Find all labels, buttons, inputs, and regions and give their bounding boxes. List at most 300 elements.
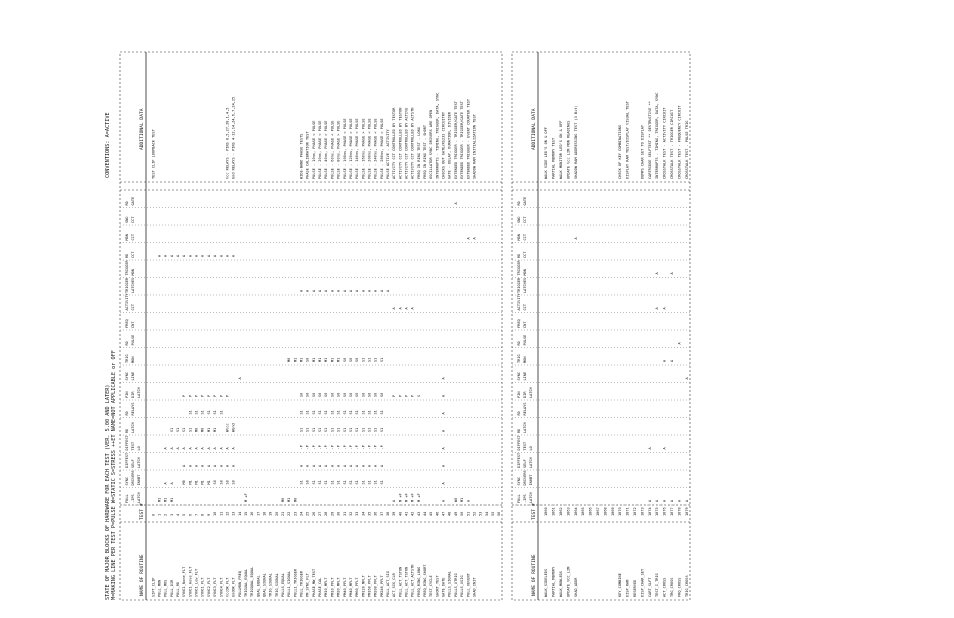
hardware-column-header: LATCHES	[131, 277, 135, 293]
hardware-state-mark: A	[336, 289, 341, 292]
hardware-state-mark: -P	[342, 445, 347, 450]
hardware-state-mark: A	[441, 412, 446, 415]
hardware-state-mark: A	[441, 447, 446, 450]
additional-data: CROSSTALK TEST - TRIGGER CIRCUIT	[669, 109, 674, 179]
test-number: 41	[404, 511, 409, 516]
hardware-state-mark: M0	[293, 497, 298, 502]
hardware-state-mark: A	[662, 499, 667, 502]
routine-name: PULL_ACT_TSTON	[404, 566, 409, 597]
hardware-state-mark: S1	[213, 410, 218, 415]
hardware-state-mark: A	[206, 464, 211, 467]
hardware-state-mark: S1	[324, 480, 329, 485]
hardware-state-mark: A	[163, 447, 168, 450]
test-number: 19	[268, 511, 273, 516]
test-number: 1861	[551, 507, 556, 516]
hardware-state-mark: M0	[200, 427, 205, 432]
hardware-state-mark: A	[392, 307, 397, 310]
hardware-column-header: DIFFEST	[517, 452, 521, 468]
hardware-state-mark: M1	[460, 497, 465, 502]
routine-name: FREQ_RING_LONG	[416, 566, 421, 597]
hardware-state-mark: A	[169, 482, 174, 485]
hardware-state-mark: S0	[219, 480, 224, 485]
additional-data: CARTRIDGE SELFTEST ** DESTRUCTIVE **	[647, 101, 652, 179]
hardware-state-mark: S0	[355, 357, 360, 362]
hardware-state-mark: M1	[318, 357, 323, 362]
routine-name: PM10_MFLT	[324, 577, 329, 597]
routine-name: SHAD_ADDR	[573, 577, 578, 597]
hardware-state-mark: A	[367, 464, 372, 467]
routine-name: VccOK_FLT	[225, 577, 230, 597]
hardware-state-mark: A	[182, 464, 187, 467]
hardware-column-header: RD	[517, 253, 521, 258]
routine-name: PULL_TRIGGER	[299, 571, 304, 597]
hardware-column-header: TRIGGER	[125, 277, 129, 293]
test-number: 27	[318, 511, 323, 516]
hardware-state-mark: A	[410, 307, 415, 310]
hardware-state-mark: S0	[231, 480, 236, 485]
routine-name: SYNC1_Low_FLT	[194, 568, 199, 597]
routine-name: PULL_RD	[176, 581, 181, 597]
hardware-state-mark: M1	[299, 357, 304, 362]
hardware-state-mark: A	[213, 447, 218, 450]
hardware-state-mark: S0	[373, 392, 378, 397]
hardware-column-header: RD	[517, 411, 521, 416]
hardware-state-mark: S1	[169, 427, 174, 432]
hardware-column-header: DIR	[523, 391, 527, 398]
hardware-column-header: MON	[517, 234, 521, 241]
hardware-state-mark: S0	[311, 392, 316, 397]
column-header-additional: ADDITIONAL DATA	[532, 108, 537, 150]
additional-data: WALK SIDE LED'S ON & OFF	[544, 127, 549, 179]
hardware-state-mark: A	[684, 377, 689, 380]
hardware-state-mark: A	[176, 447, 181, 450]
test-number: 16	[250, 511, 255, 516]
hardware-column-header: -IPS	[131, 494, 135, 503]
hardware-state-mark: S0	[318, 392, 323, 397]
additional-data: INTERRUPTS - TIMING, TRIGGER, DATA, SYNC	[435, 92, 440, 179]
hardware-state-mark: A	[219, 254, 224, 257]
hardware-state-mark: M1	[213, 427, 218, 432]
hardware-column-header: LATCH	[137, 387, 141, 398]
hardware-state-mark: S1	[348, 410, 353, 415]
hardware-state-mark: P	[404, 394, 409, 397]
test-number: 53	[478, 511, 483, 516]
hardware-state-mark: A	[379, 464, 384, 467]
hardware-state-mark: S1	[176, 427, 181, 432]
additional-data: CHECK OF KEY COMBINATIONS	[618, 124, 623, 179]
hardware-state-mark: S1	[336, 410, 341, 415]
hardware-state-mark: M1	[206, 427, 211, 432]
hardware-state-mark: P	[194, 394, 199, 397]
hardware-state-mark: S0	[305, 392, 310, 397]
additional-data: ACTIVITY CCT CONTROLLED BY TESTOR	[392, 107, 397, 179]
test-number: 1876	[662, 507, 667, 516]
hardware-column-header: CNT	[131, 321, 135, 328]
hardware-column-header: LO	[137, 446, 141, 451]
hardware-state-mark: A	[404, 307, 409, 310]
hardware-column-header: INHBT	[137, 474, 141, 486]
hardware-state-mark: -P	[305, 445, 310, 450]
hardware-state-mark: A	[367, 289, 372, 292]
additional-data: EXTENDED TRIGGER - TRIGGER/GATE TEST	[453, 101, 458, 179]
hardware-column-header: TRIGGER	[517, 260, 521, 276]
test-number: 28	[324, 511, 329, 516]
hardware-state-mark: S1	[305, 410, 310, 415]
test-number: 22	[287, 511, 292, 516]
hardware-state-mark: S1	[361, 480, 366, 485]
hardware-state-mark: S1	[361, 357, 366, 362]
hardware-state-mark: A	[188, 464, 193, 467]
hardware-column-header: CCT	[131, 251, 135, 258]
test-number: 24	[299, 511, 304, 516]
routine-name: TRIG_SIGNAL	[268, 573, 273, 597]
hardware-column-header: TRIGGER	[517, 277, 521, 293]
hardware-column-header: GATE	[131, 196, 135, 206]
routine-name: PM120_MFLT	[361, 575, 366, 597]
hardware-state-mark: M1	[330, 357, 335, 362]
test-number: 1878	[677, 507, 682, 516]
hardware-column-header: DRIVERS	[131, 470, 135, 486]
test-number: 23	[293, 511, 298, 516]
hardware-state-mark: A	[225, 447, 230, 450]
additional-data: DISPLAY RAM TEST/DISPLAY VISUAL TEST	[625, 101, 630, 179]
additional-data: WALK MONITOR LED'S ON & OFF	[558, 120, 563, 179]
routine-name: PULLS_XTRIG	[453, 573, 458, 597]
test-number: 1865	[581, 507, 586, 516]
test-number: 21	[281, 511, 286, 516]
test-number: 1875	[655, 507, 660, 516]
hardware-column-header: SYNC	[517, 476, 521, 486]
test-number: 6	[188, 513, 193, 516]
hardware-column-header: FULL	[125, 494, 129, 503]
hardware-column-header: RD	[517, 428, 521, 433]
test-number: 52	[472, 511, 477, 516]
routine-name: PM40_PFLT	[342, 577, 347, 597]
test-number: 1873	[640, 507, 645, 516]
routine-name: SYNC1_FLT	[200, 577, 205, 597]
test-number: 14	[237, 511, 242, 516]
hardware-column-header: CCT	[523, 304, 527, 311]
hardware-state-mark: A	[361, 289, 366, 292]
routine-name: PM240_PFLT	[379, 575, 384, 597]
routine-name: TRIG_SIGNAL	[274, 573, 279, 597]
hardware-state-mark: M +F	[243, 493, 248, 502]
page-title: STATE OF MAJOR BLOCKS OF HARDWARE FOR EACH TEST (VER. 5.00 AND LATER)	[105, 384, 111, 600]
test-number: 39	[392, 511, 397, 516]
routine-name: PM200_PFLT	[373, 575, 378, 597]
hardware-column-header: LATCH	[529, 457, 533, 468]
hardware-column-header: CNT	[523, 321, 527, 328]
hardware-state-mark: S1	[311, 480, 316, 485]
hardware-state-mark: A	[231, 447, 236, 450]
hardware-column-header: FULL	[517, 494, 521, 503]
hardware-state-mark: A	[219, 464, 224, 467]
additional-data: PULSE - 60ns, PHASE < PULSE	[330, 120, 335, 179]
hardware-column-header: SND	[517, 216, 521, 223]
hardware-state-mark: A	[188, 254, 193, 257]
hardware-state-mark: P	[410, 394, 415, 397]
hardware-state-mark: S1	[342, 480, 347, 485]
hardware-column-header: LATCH	[137, 457, 141, 468]
test-number: 54	[484, 511, 489, 516]
hardware-state-mark: S1	[379, 410, 384, 415]
hardware-state-mark: M1	[311, 357, 316, 362]
hardware-state-mark: M0	[281, 497, 286, 502]
hardware-state-mark: S1	[348, 480, 353, 485]
hardware-state-mark: P	[213, 394, 218, 397]
column-header-name: NAME OF ROUTINE	[140, 554, 145, 596]
hardware-state-mark: A	[194, 254, 199, 257]
hardware-column-header: RELAYS	[131, 402, 135, 416]
hardware-state-mark: S1	[311, 410, 316, 415]
hardware-state-mark: A	[677, 342, 682, 345]
hardware-state-mark: M +F	[404, 493, 409, 502]
hardware-state-mark: A	[466, 237, 471, 240]
routine-name: PHASE_MW_TEST	[311, 568, 316, 597]
hardware-state-mark: -P	[311, 445, 316, 450]
hardware-state-mark: A	[472, 237, 477, 240]
routine-name: PHASE_CAL	[318, 577, 323, 597]
routine-name: PM160_PFLT	[367, 575, 372, 597]
test-number: 51	[466, 511, 471, 516]
additional-data: PULSE - 120ns, PHASE > PULSE	[348, 118, 353, 179]
hardware-state-mark: A	[194, 464, 199, 467]
hardware-state-mark: A	[311, 464, 316, 467]
routine-name: PM40_MFLT	[348, 577, 353, 597]
hardware-state-mark: S1	[336, 480, 341, 485]
hardware-state-mark: A	[200, 447, 205, 450]
hardware-state-mark: S1	[299, 410, 304, 415]
additional-data: CROSSTALK TEST - ACTIVITY CIRCUIT	[662, 107, 667, 179]
hardware-column-header: DRIVERS	[523, 470, 527, 486]
hardware-state-mark: M1	[169, 497, 174, 502]
hardware-column-header: RD	[125, 411, 129, 416]
hardware-state-mark: -P	[348, 445, 353, 450]
additional-data: Gnd RELAYS - PINS 4-12,14,24,6,7,24,25	[231, 96, 236, 179]
hardware-state-mark: A	[647, 447, 652, 450]
hardware-state-mark: S1	[355, 427, 360, 432]
hardware-state-mark: -P	[355, 445, 360, 450]
hardware-column-header: LATCHES	[523, 277, 527, 293]
hardware-state-mark: S0	[355, 392, 360, 397]
column-header-additional: ADDITIONAL DATA	[140, 108, 145, 150]
additional-data: FREQ IN RING TEST - LONG	[416, 127, 421, 179]
hardware-column-header: RD	[517, 341, 521, 346]
hardware-state-mark: A	[336, 464, 341, 467]
hardware-state-mark: S1	[355, 480, 360, 485]
routine-name: PM60_PFLT	[355, 577, 360, 597]
hardware-state-mark: A	[662, 307, 667, 310]
hardware-column-header: LINE	[523, 371, 527, 381]
hardware-state-mark: M0	[194, 427, 199, 432]
hardware-state-mark: S1	[206, 410, 211, 415]
hardware-state-mark: A	[441, 464, 446, 467]
hardware-state-mark: A	[176, 254, 181, 257]
hardware-state-mark: A	[398, 307, 403, 310]
hardware-column-header: LATCH	[131, 422, 135, 433]
additional-data: DUMPS CHAR SET TO DISPLAY	[640, 124, 645, 179]
hardware-state-mark: A	[237, 377, 242, 380]
hardware-state-mark: A	[305, 289, 310, 292]
hardware-state-mark: S0	[225, 480, 230, 485]
test-number: 25	[305, 511, 310, 516]
hardware-state-mark: S1	[194, 410, 199, 415]
hardware-state-mark: A	[157, 254, 162, 257]
hardware-state-mark: P	[182, 394, 187, 397]
routine-name: UPDATE_VCC_LIM	[566, 566, 571, 597]
test-number: 1866	[588, 507, 593, 516]
test-number: 36	[373, 511, 378, 516]
hardware-state-mark: M0	[287, 357, 292, 362]
routine-name: PM_SYNC_FLT	[305, 573, 310, 597]
hardware-state-mark: A	[169, 447, 174, 450]
hardware-state-mark: S1	[373, 427, 378, 432]
hardware-state-mark: S1	[361, 410, 366, 415]
hardware-state-mark: S1	[188, 410, 193, 415]
hardware-state-mark: A	[373, 289, 378, 292]
hardware-column-header: MON	[523, 356, 527, 363]
hardware-state-mark: P	[225, 394, 230, 397]
additional-data: Vcc RELAYS - PINS 8,5,27,28,1,4,5	[225, 107, 230, 179]
additional-data: ACTIVITY CCT CONTROLLED BY ACTSTN	[410, 107, 415, 179]
routine-name: SYNC3_FLT	[213, 577, 218, 597]
hardware-state-mark: S1	[299, 427, 304, 432]
hardware-column-header: PIN	[125, 391, 129, 398]
additional-data: OSCILLATOR SYNC DRIVERS ARE OPEN	[429, 109, 434, 179]
routine-name: PM10_PFLT	[330, 577, 335, 597]
hardware-state-mark: S0	[348, 392, 353, 397]
hardware-column-header: ACTIVITY	[125, 293, 129, 311]
hardware-state-mark: A	[655, 499, 660, 502]
test-number: 55	[490, 511, 495, 516]
hardware-state-mark: A	[225, 254, 230, 257]
test-number: 29	[330, 511, 335, 516]
test-number: 13	[231, 511, 236, 516]
hardware-state-mark: S0	[299, 392, 304, 397]
hardware-state-mark: A	[188, 447, 193, 450]
hardware-column-header: SND	[125, 216, 129, 223]
test-number: 48	[447, 511, 452, 516]
routine-name: ACT_SIG_CLR	[392, 573, 397, 597]
test-number: 5	[182, 513, 187, 516]
hardware-column-header: MON	[131, 356, 135, 363]
test-number: 43	[416, 511, 421, 516]
hardware-column-header: SYNC	[125, 476, 129, 486]
additional-data: PULSE - 80ns, PHASE > PULSE	[336, 120, 341, 179]
routine-name: PULL_ACT_TSTON	[398, 566, 403, 597]
test-number: 0	[151, 513, 156, 516]
hardware-column-header: INHBT	[529, 474, 533, 486]
hardware-column-header: LATCH	[529, 387, 533, 398]
hardware-state-mark: A	[355, 464, 360, 467]
hardware-state-mark: S0	[336, 392, 341, 397]
routine-name: PULL_ACT_SIG	[385, 571, 390, 597]
test-number: 1863	[566, 507, 571, 516]
test-number: 1869	[610, 507, 615, 516]
hardware-state-mark: A	[348, 289, 353, 292]
hardware-state-mark: A	[466, 499, 471, 502]
hardware-state-mark: A	[655, 307, 660, 310]
test-number: 49	[453, 511, 458, 516]
hardware-state-mark: S0	[367, 392, 372, 397]
routine-name: TEST_CYCLE	[429, 575, 434, 597]
test-number: 1874	[647, 507, 652, 516]
hardware-column-header: SELF	[523, 459, 527, 468]
hardware-state-mark: P	[200, 394, 205, 397]
routine-name: FRQ_CROSS	[677, 577, 682, 597]
additional-data: PULSE - 160ns, PHASE > PULSE	[361, 118, 366, 179]
hardware-state-mark: A	[342, 464, 347, 467]
hardware-state-mark: -P	[324, 445, 329, 450]
hardware-state-mark: S1	[367, 410, 372, 415]
hardware-column-header: -IPS	[523, 494, 527, 503]
hardware-state-mark: S1	[330, 427, 335, 432]
test-number: 40	[398, 511, 403, 516]
hardware-state-mark: A	[373, 464, 378, 467]
hardware-column-header: LATCH	[137, 492, 141, 503]
hardware-state-mark: M1	[188, 480, 193, 485]
hardware-state-mark: A	[573, 237, 578, 240]
routine-name: SYNC1_Hove_FLT	[188, 566, 193, 597]
hardware-state-mark: S0	[342, 392, 347, 397]
hardware-column-header: DIR	[131, 391, 135, 398]
routine-name: WALK_SIDELEDS	[544, 568, 549, 597]
hardware-column-header: MON	[125, 234, 129, 241]
routine-name: SYNC2_FLT	[206, 577, 211, 597]
hardware-state-mark: A	[330, 464, 335, 467]
routine-name: PULL_MON	[157, 579, 162, 597]
hardware-state-mark: WVcc	[225, 423, 230, 432]
hardware-column-header: LATCH	[529, 492, 533, 503]
routine-name: CART_SLFT	[647, 577, 652, 597]
hardware-state-mark: P	[398, 394, 403, 397]
hardware-column-header: MON	[131, 269, 135, 276]
hardware-state-mark: A	[318, 464, 323, 467]
test-number: 4	[176, 513, 181, 516]
hardware-state-mark: S1	[342, 410, 347, 415]
hardware-state-mark: M0	[182, 480, 187, 485]
test-number: 10	[213, 511, 218, 516]
routine-name: PULL_XEVENT	[466, 573, 471, 597]
hardware-state-mark: -P	[367, 445, 372, 450]
routine-name: PULL_MOS	[163, 579, 168, 597]
hardware-state-mark: -P	[299, 445, 304, 450]
hardware-state-mark: S1	[324, 427, 329, 432]
hardware-state-mark: WGnd	[231, 423, 236, 432]
hardware-state-mark: A	[647, 499, 652, 502]
hardware-state-mark: S1	[318, 427, 323, 432]
hardware-state-mark: A	[330, 289, 335, 292]
additional-data: PULSE - 20ns, PHASE < PULSE	[318, 120, 323, 179]
additional-data: GATE - DELAY, DURATION, DIVIDER	[447, 111, 452, 179]
routine-name: SYNC4_FLT	[219, 577, 224, 597]
hardware-state-mark: S0	[213, 480, 218, 485]
hardware-column-header: DIFFEST	[125, 452, 129, 468]
hardware-state-mark: P	[188, 394, 193, 397]
test-number: 46	[435, 511, 440, 516]
hardware-state-mark: S1	[355, 410, 360, 415]
hardware-state-mark: M1	[293, 357, 298, 362]
hardware-state-mark: A	[163, 254, 168, 257]
hardware-state-mark: S1	[367, 357, 372, 362]
hardware-state-mark: M1	[324, 357, 329, 362]
test-number: 18	[262, 511, 267, 516]
hardware-state-mark: A	[662, 359, 667, 362]
routine-name: PARTIAL_MEMORY	[551, 566, 556, 597]
additional-data: PULSE ACTIVE - ACTIVITY	[385, 129, 390, 179]
test-number: 1	[157, 513, 162, 516]
hardware-state-mark: S1	[373, 480, 378, 485]
